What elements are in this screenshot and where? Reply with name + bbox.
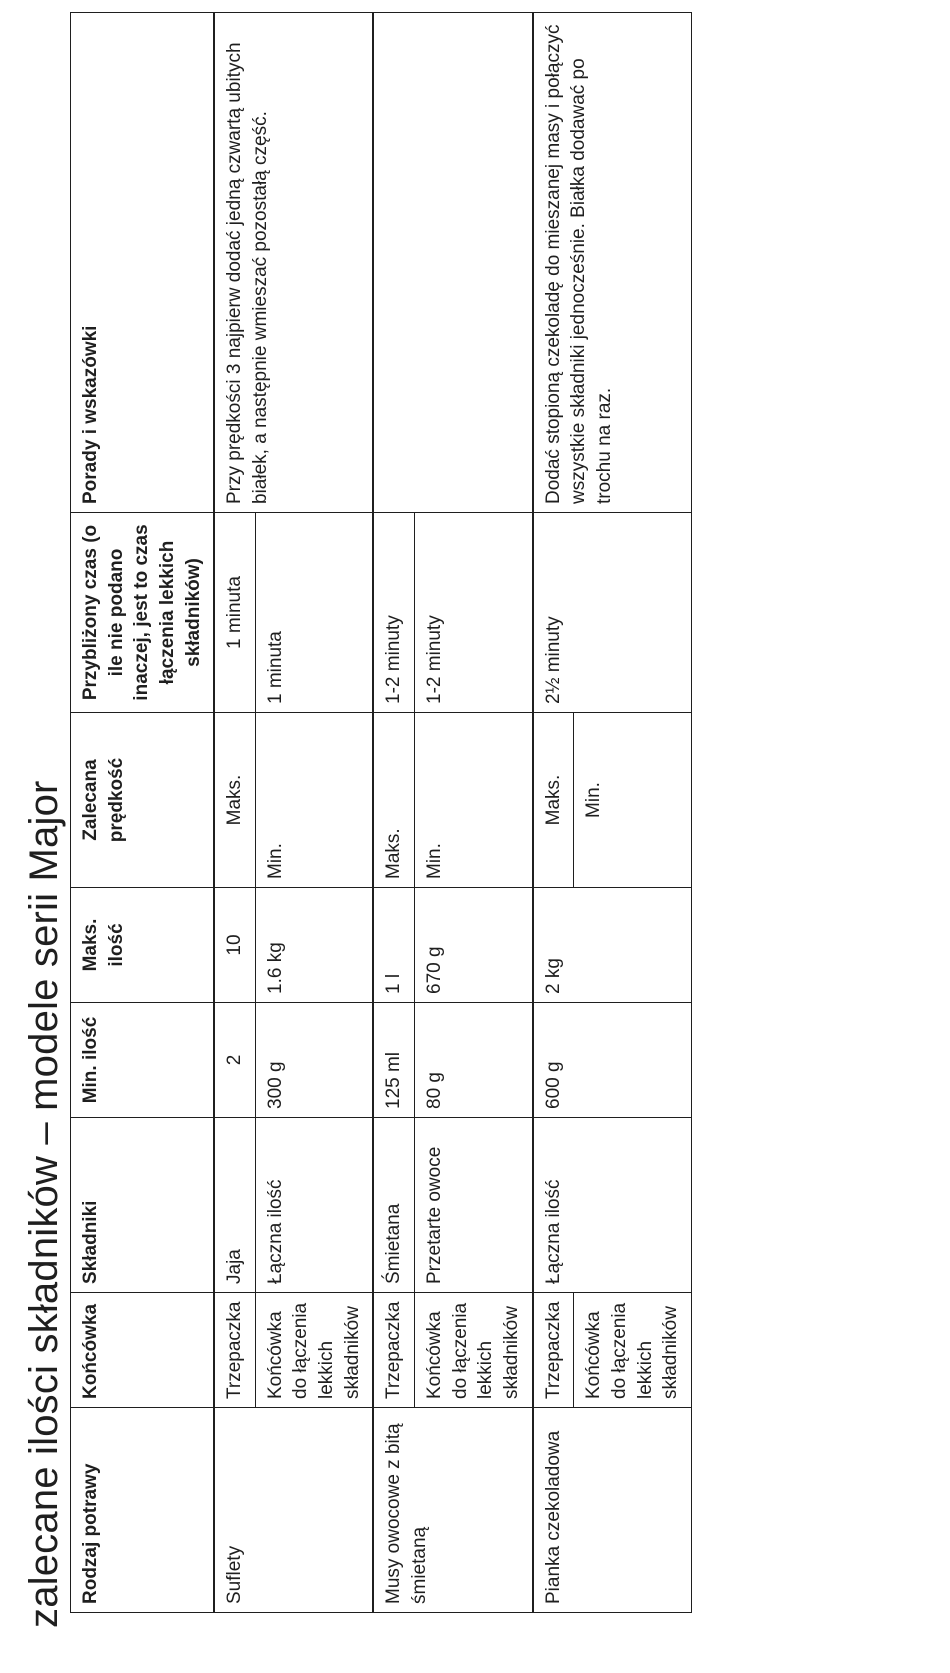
header-dish: Rodzaj potrawy [71, 1408, 215, 1613]
cell-tool: Końcówka do łączenia lekkich składników [255, 1293, 373, 1408]
cell-ingredients: Jaja [214, 1118, 255, 1293]
cell-tips: Przy prędkości 3 najpierw dodać jedną czwartą ubitych białek, a następnie wmieszać pozostałą część. [214, 13, 373, 513]
cell-dish: Pianka czekoladowa [533, 1408, 692, 1613]
cell-max: 1.6 kg [255, 888, 373, 1003]
cell-min: 125 ml [373, 1003, 414, 1118]
cell-tips [373, 13, 532, 513]
cell-ingredients: Łączna ilość [533, 1118, 692, 1293]
cell-min: 300 g [255, 1003, 373, 1118]
cell-speed: Min. [574, 713, 692, 888]
cell-ingredients: Śmietana [373, 1118, 414, 1293]
cell-time: 1-2 minuty [373, 513, 414, 713]
cell-min: 2 [214, 1003, 255, 1118]
cell-min: 80 g [415, 1003, 533, 1118]
cell-time: 1 minuta [255, 513, 373, 713]
cell-max: 10 [214, 888, 255, 1003]
page-title: zalecane ilości składników – modele serii Major [22, 780, 66, 1628]
cell-max: 670 g [415, 888, 533, 1003]
table-row [533, 13, 574, 1613]
cell-speed: Min. [415, 713, 533, 888]
header-time: Przybliżony czas (o ile nie podano inaczej, jest to czas łączenia lekkich składników) [71, 513, 215, 713]
cell-tool: Końcówka do łączenia lekkich składników [574, 1293, 692, 1408]
header-ingredients: Składniki [71, 1118, 215, 1293]
cell-speed: Min. [255, 713, 373, 888]
header-tips: Porady i wskazówki [71, 13, 215, 513]
group-musy-owocowe [373, 13, 532, 1613]
table-row [214, 13, 255, 1613]
cell-dish: Sufle​ty [214, 1408, 373, 1613]
cell-dish: Musy owocowe z bitą śmietaną [373, 1408, 532, 1613]
cell-tool: Trzepaczka [533, 1293, 574, 1408]
cell-time: 1-2 minuty [415, 513, 533, 713]
table-header-row [71, 13, 215, 1613]
table-row [373, 13, 414, 1613]
group-pianka-czekoladowa [533, 13, 692, 1613]
cell-speed: Maks. [373, 713, 414, 888]
cell-tool: Końcówka do łączenia lekkich składników [415, 1293, 533, 1408]
cell-speed: Maks. [214, 713, 255, 888]
header-min-qty: Min. ilość [71, 1003, 215, 1118]
cell-time: 2½ minuty [533, 513, 692, 713]
header-max-qty: Maks. ilość [71, 888, 215, 1003]
cell-speed: Maks. [533, 713, 574, 888]
cell-time: 1 minuta [214, 513, 255, 713]
ingredient-quantity-table [70, 12, 692, 1613]
header-tool: Końcówka [71, 1293, 215, 1408]
cell-tool: Trzepaczka [373, 1293, 414, 1408]
cell-tips: Dodać stopioną czekoladę do mieszanej masy i połączyć wszystkie składniki jednocześnie. Białka dodawać po trochu na raz. [533, 13, 692, 513]
header-speed: Zalecana prędkość [71, 713, 215, 888]
cell-max: 2 kg [533, 888, 692, 1003]
cell-ingredients: Przetarte owoce [415, 1118, 533, 1293]
group-suflety [214, 13, 373, 1613]
cell-max: 1 l [373, 888, 414, 1003]
cell-min: 600 g [533, 1003, 692, 1118]
cell-tool: Trzepaczka [214, 1293, 255, 1408]
cell-ingredients: Łączna ilość [255, 1118, 373, 1293]
